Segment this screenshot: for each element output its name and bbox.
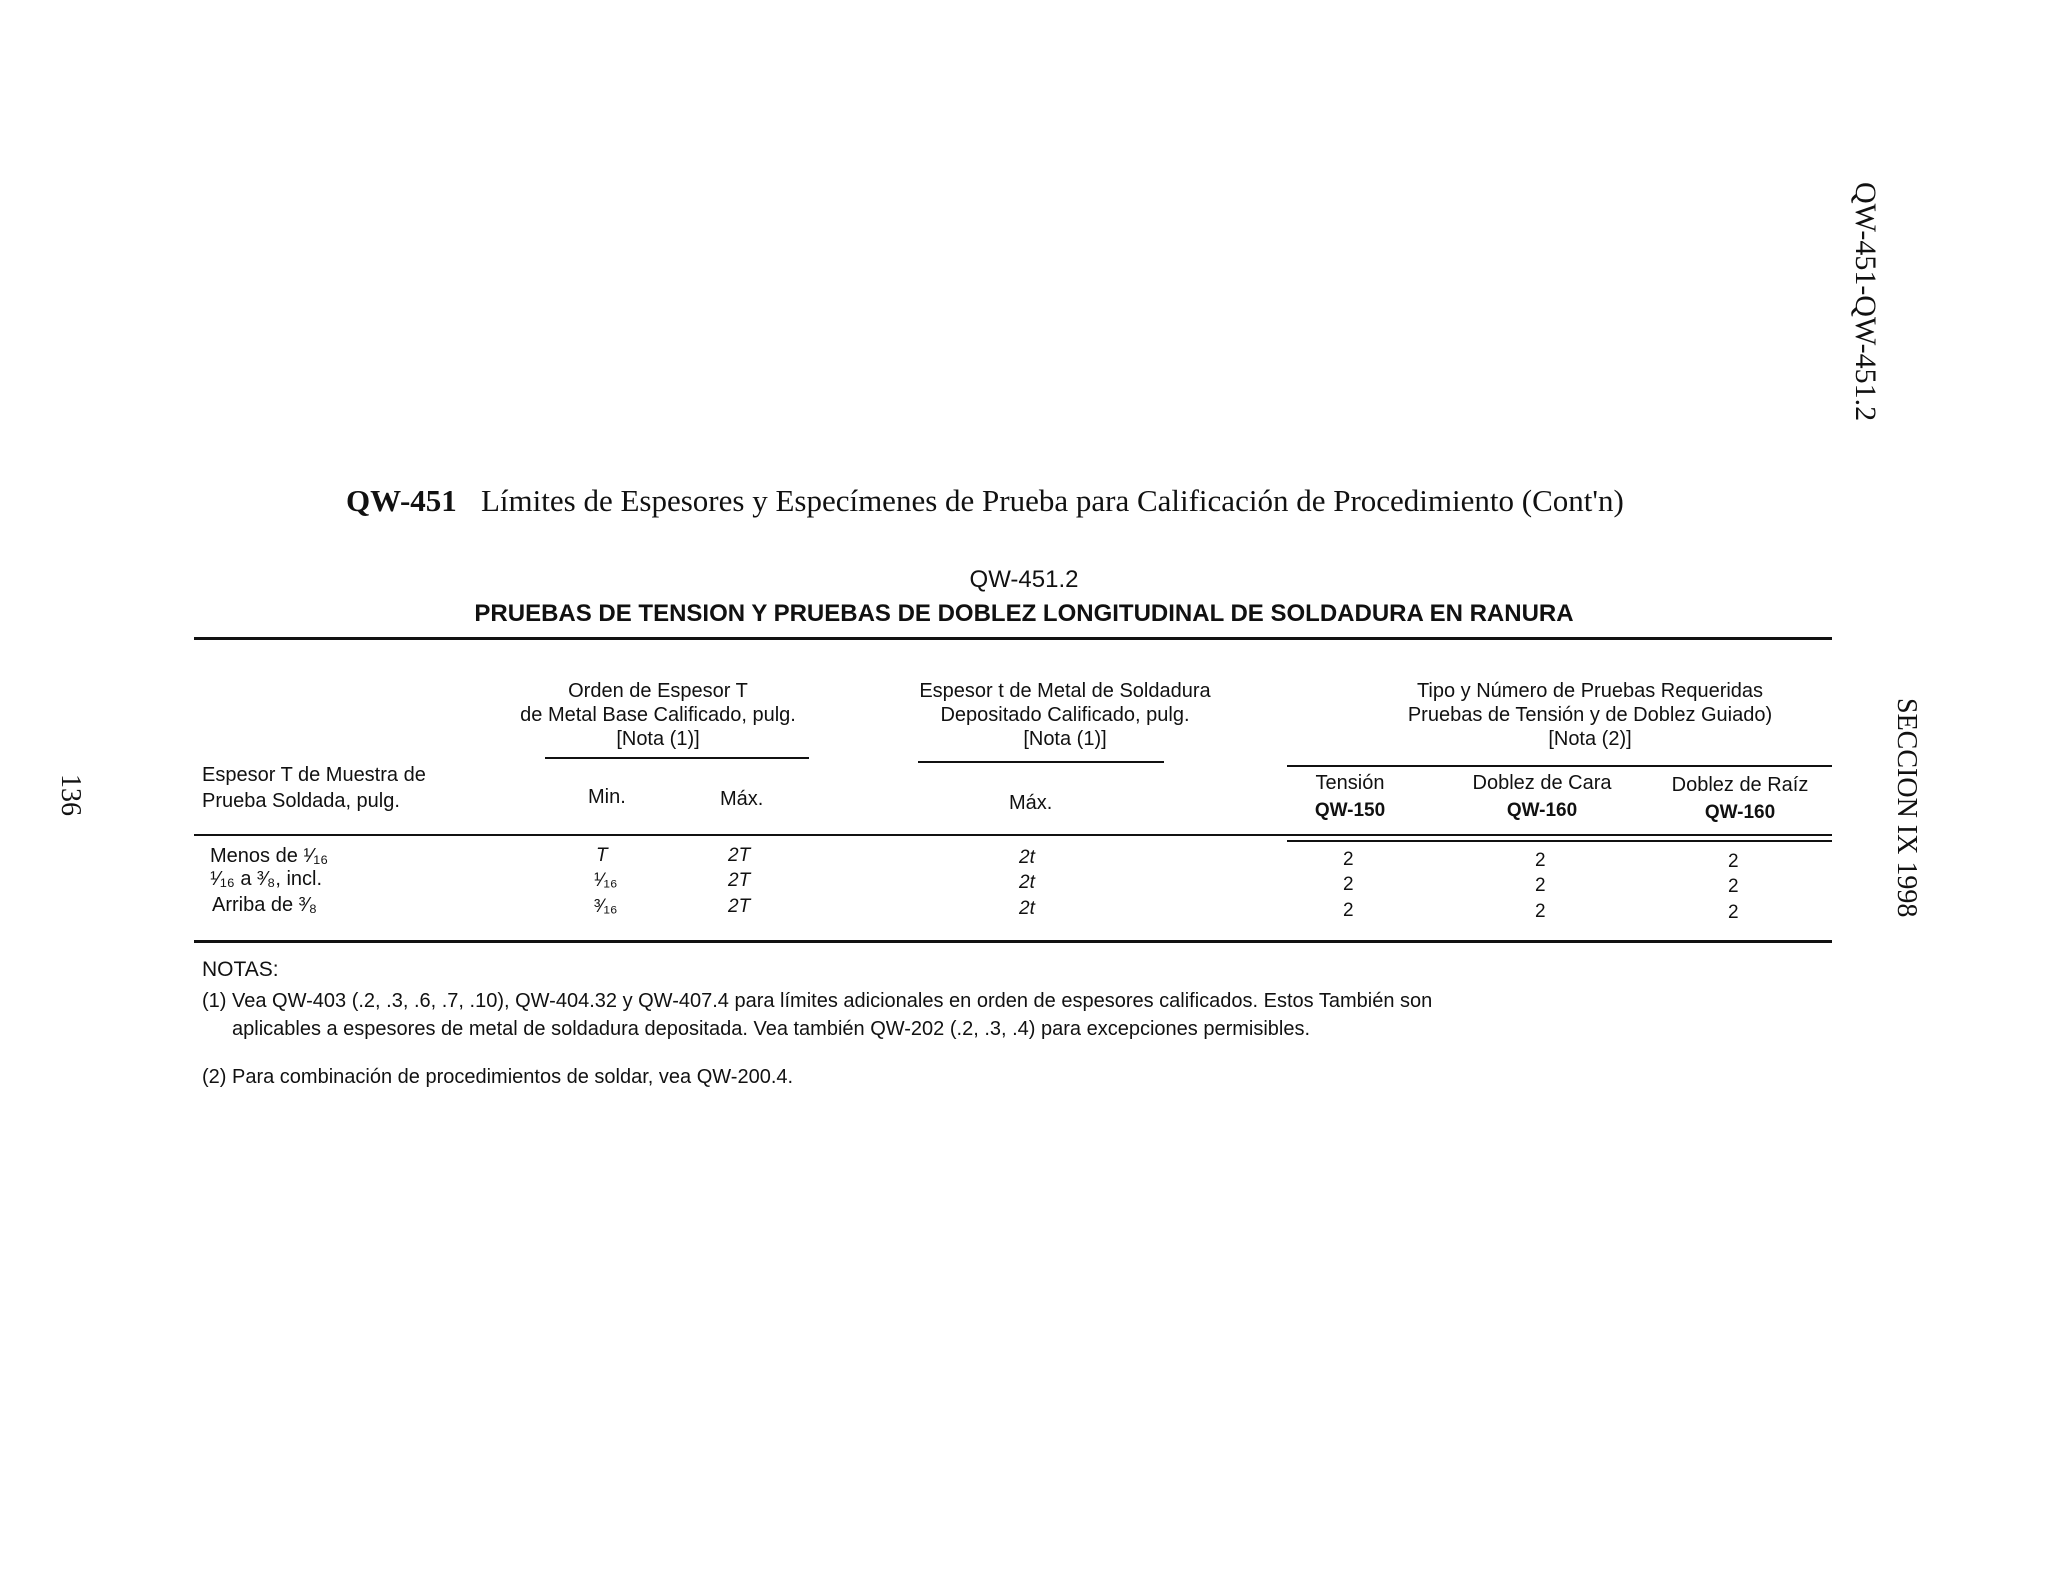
tension-code: QW-150 [1314,800,1386,821]
table-code: QW-451.2 [969,566,1079,593]
row-tension: 2 [1343,900,1354,921]
row-max: 2T [728,870,751,891]
max-header: Máx. [720,788,764,810]
col1-header [202,762,426,814]
col1-header-line2: Prueba Soldada, pulg. [202,790,400,812]
table-title: PRUEBAS DE TENSION Y PRUEBAS DE DOBLEZ LONGITUDINAL DE SOLDADURA EN RANURA [474,600,1574,627]
tension-header: Tensión [1315,772,1385,794]
row-root: 2 [1728,876,1739,897]
row-min: T [596,845,608,866]
root-bend-header: Doblez de Raíz [1671,774,1809,796]
root-bend-code: QW-160 [1704,802,1776,823]
row-weld-max: 2t [1019,872,1035,893]
row-label: Menos de ¹⁄₁₆ [210,845,329,867]
min-header: Min. [588,786,626,808]
group3-line3: [Nota (2)] [1548,728,1632,750]
group1-line3: [Nota (1)] [616,728,700,750]
group1-line2: de Metal Base Calificado, pulg. [520,704,796,726]
row-max: 2T [728,845,751,866]
face-bend-code: QW-160 [1506,800,1578,821]
section-title-side: SECCION IX 1998 [1891,698,1922,918]
table-top-rule [194,637,1832,640]
notes-heading: NOTAS: [202,958,279,981]
group2-line3: [Nota (1)] [1023,728,1107,750]
table-bottom-rule [194,940,1832,943]
group2-line2: Depositado Calificado, pulg. [940,704,1190,726]
note-2: (2) Para combinación de procedimientos de soldar, vea QW-200.4. [202,1066,794,1088]
row-face: 2 [1535,850,1546,871]
weld-max-header: Máx. [1009,792,1053,814]
row-tension: 2 [1343,849,1354,870]
row-weld-max: 2t [1019,847,1035,868]
row-weld-max: 2t [1019,898,1035,919]
row-tension: 2 [1343,874,1354,895]
group1-line1: Orden de Espesor T [568,680,748,702]
group2-rule [918,761,1164,763]
heading-title: Límites de Espesores y Especímenes de Prueba para Calificación de Procedimiento (Cont'n) [481,483,1624,518]
row-min: ³⁄₁₆ [594,896,618,917]
header-rule [194,834,1832,836]
group1-rule [545,757,809,759]
row-root: 2 [1728,902,1739,923]
row-face: 2 [1535,875,1546,896]
row-min: ¹⁄₁₆ [594,870,618,891]
heading-code: QW-451 [346,483,457,518]
row-max: 2T [728,896,751,917]
section-code-side: QW-451-QW-451.2 [1849,182,1882,422]
note-1-line-2: aplicables a espesores de metal de soldadura depositada. Vea también QW-202 (.2, .3, .4) para excepciones permisibles. [232,1018,1311,1040]
group2-header [885,679,1245,751]
row-root: 2 [1728,851,1739,872]
note-1-line-1: (1) Vea QW-403 (.2, .3, .6, .7, .10), QW-404.32 y QW-407.4 para límites adicionales en orden de espesores calificados. Estos También son [202,990,1433,1012]
group3-rule [1287,765,1832,767]
page-number: 136 [55,774,86,816]
col1-header-line1: Espesor T de Muestra de [202,764,426,786]
group2-line1: Espesor t de Metal de Soldadura [919,680,1211,702]
group3-line1: Tipo y Número de Pruebas Requeridas [1416,680,1764,702]
header-rule-right [1287,840,1832,842]
group3-line2: Pruebas de Tensión y de Doblez Guiado) [1407,704,1773,726]
row-label: Arriba de ³⁄₈ [212,894,317,916]
face-bend-header: Doblez de Cara [1472,772,1612,794]
group1-header [508,679,808,751]
row-face: 2 [1535,901,1546,922]
group3-header [1370,679,1810,751]
row-label: ¹⁄₁₆ a ³⁄₈, incl. [210,868,323,890]
